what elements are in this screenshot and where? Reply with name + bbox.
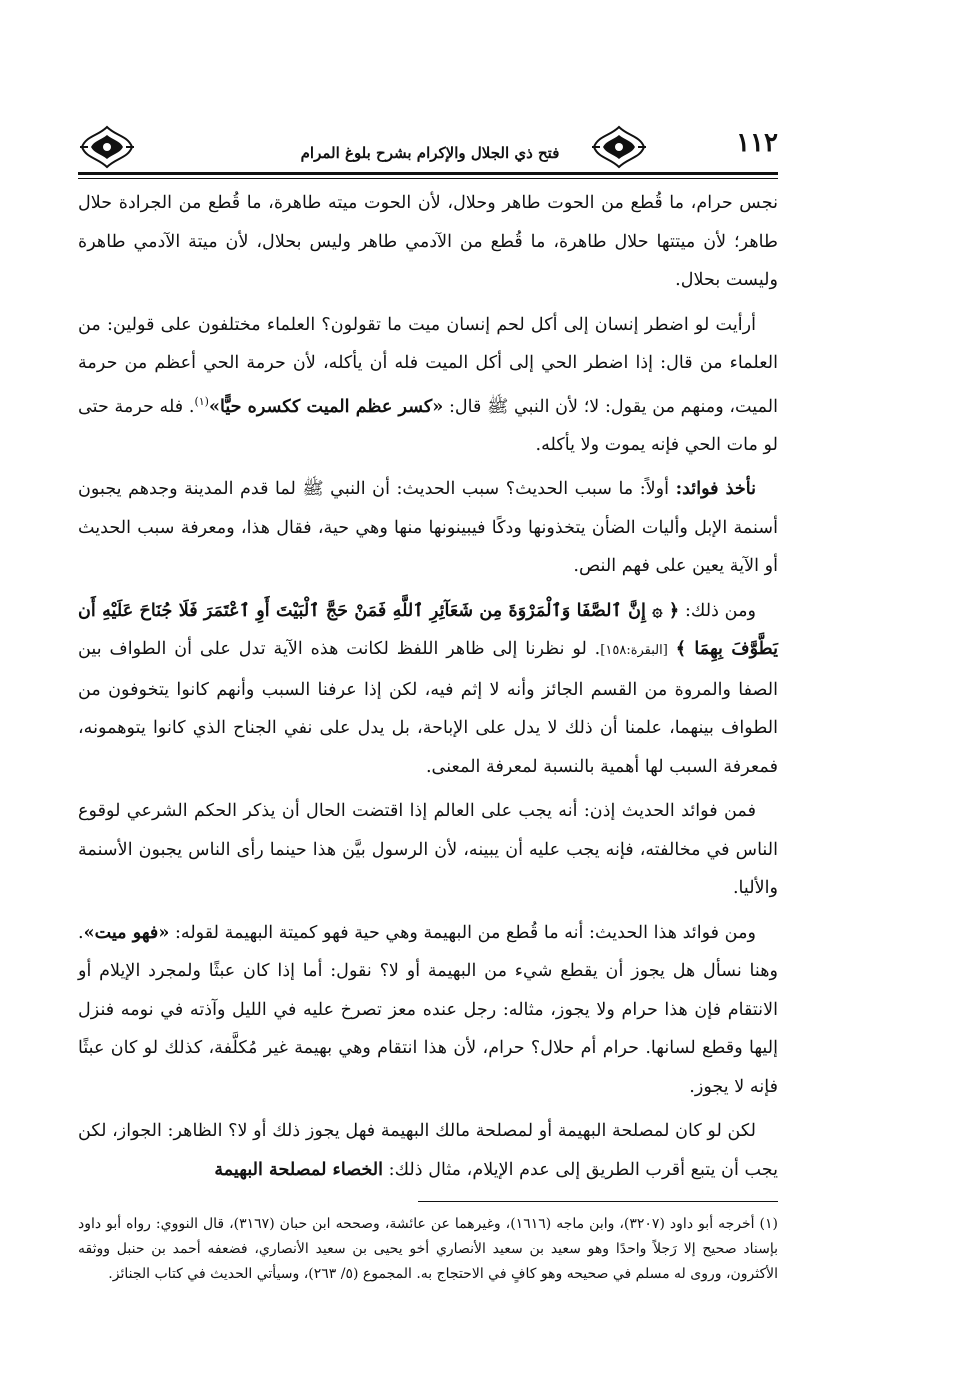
paragraph: ومن ذلك: ﴿ ۞ إِنَّ ٱلصَّفَا وَٱلْمَرْوَةَ مِن شَعَآئِرِ ٱللَّهِ فَمَنْ حَجَّ ٱلْبَيْتَ أَوِ ٱعْتَمَرَ فَلَا جُنَاحَ عَلَيْهِ أَن يَطَّوَّفَ بِهِمَا ﴾ [البقرة:١٥٨]. لو نظرنا إلى ظاهر اللفظ لكانت هذه الآية تدل على أن الطواف بين الصفا والمروة من القسم الجائز وأنه لا إثم فيه، لكن إذا عرفنا السبب وأنهم كانوا يتخوفون من الطواف بينهما، علمنا أن ذلك لا يدل على الإباحة، بل يدل على نفي الجناح الذي كانوا يتوهمونه، فمعرفة السبب لها أهمية بالنسبة لمعرفة المعنى. [78,599,778,777]
hadith-quote: «فهو ميت» [83,921,170,943]
paragraph: ومن فوائد هذا الحديث: أنه ما قُطع من البهيمة وهي حية فهو كميتة البهيمة لقوله: «فهو ميت». وهنا نسأل هل يجوز أن يقطع شيء من البهيمة أو لا؟ نقول: أما إذا كان عبثًا ولمجرد الإيلام أو الانتقام فإن هذا حرام ولا يجوز، مثاله: رجل عنده معز تصرخ عليه في الليل وآذته في نومه فنزل إليها وقطع لسانها. حرام أم حلال؟ حرام، لأن هذا انتقام وهي بهيمة غير مُكلَّفة، كذلك لو كان عبثًا فإنه لا يجوز. [78,921,778,1097]
section-label: نأخذ فوائد: [675,478,756,500]
book-title: فتح ذي الجلال والإكرام بشرح بلوغ المرام [300,144,560,162]
header-rule-thin [78,178,778,179]
footnote-divider [418,1201,778,1202]
paragraph: فمن فوائد الحديث إذن: أنه يجب على العالم إذا اقتضت الحال أن يذكر الحكم الشرعي لوقوع الناس في مخالفته، فإنه يجب عليه أن يبينه، لأن الرسول بيَّن هذا حينما رأى الناس يجبون الأسنمة والأليا. [78,801,778,899]
paragraph: نأخذ فوائد: أولاً: ما سبب الحديث؟ سبب الحديث: أن النبي ﷺ لما قدم المدينة وجدهم يجبون أسنمة الإبل وأليات الضأن يتخذونها ودكًا فيبينونها منها وهي حية، فقال هذا، ومعرفة سبب الحديث أو الآية يعين على فهم النص. [78,478,778,577]
footnotes [78,1212,778,1287]
page-header [78,122,778,184]
verse-reference: [البقرة:١٥٨] [600,643,668,659]
footnote: (١) أخرجه أبو داود (٣٢٠٧)، وابن ماجه (١٦١٦)، وغيرهما عن عائشة، وصححه ابن حبان (٣١٦٧)، قال النووي: رواه أبو داود بإسناد صحيح إلا رَجلاً واحدًا وهو سعيد بن سعيد الأنصاري أخو يحيى بن سعيد الأنصاري، فضعفه أحمد بن حنبل ووثقه الأكثرون، وروى له مسلم في صحيحه وهو كافٍ في الاحتجاج به. المجموع (٥/ ٢٦٣)، وسيأتي الحديث في كتاب الجنائز. [78,1216,779,1283]
footnote-marker: (١) [194,394,209,408]
paragraph: لكن لو كان لمصلحة البهيمة أو لمصلحة مالك البهيمة فهل يجوز ذلك أو لا؟ الظاهر: الجواز، لكن يجب أن يتبع أقرب الطريق إلى عدم الإيلام، مثال ذلك: الخصاء لمصلحة البهيمة [78,1121,778,1180]
page [78,122,778,1322]
header-rule-thick [78,172,778,175]
ornament-icon [590,124,648,170]
quran-verse: ﴿ ۞ إِنَّ ٱلصَّفَا وَٱلْمَرْوَةَ مِن شَعَآئِرِ ٱللَّهِ فَمَنْ حَجَّ ٱلْبَيْتَ أَوِ ٱعْتَمَرَ فَلَا جُنَاحَ عَلَيْهِ أَن يَطَّوَّفَ بِهِمَا ﴾ [78,599,778,660]
page-number: ١١٢ [736,128,778,158]
main-text [78,184,778,1189]
paragraph: نجس حرام، ما قُطع من الحوت طاهر وحلال، لأن الحوت ميته طاهرة، ما قُطع من الجرادة حلال طاهر؛ لأن ميتتها حلال طاهرة، ما قُطع من الآدمي طاهر وليس بحلال، لأن ميتة الآدمي طاهرة وليست بحلال. [78,193,778,290]
ornament-icon [78,124,136,170]
paragraph: أرأيت لو اضطر إنسان إلى أكل لحم إنسان ميت ما تقولون؟ العلماء مختلفون على قولين: من العلماء من قال: إذا اضطر الحي إلى أكل الميت فله أن يأكله، لأن حرمة الحي أعظم من حرمة الميت، ومنهم من يقول: لا؛ لأن النبي ﷺ قال: «كسر عظم الميت ككسره حيًّا»$^{(١)}$. فله حرمة حتى لو مات الحي فإنه يموت ولا يأكله. [78,314,779,455]
hadith-quote: «كسر عظم الميت ككسره حيًّا» [208,395,444,417]
